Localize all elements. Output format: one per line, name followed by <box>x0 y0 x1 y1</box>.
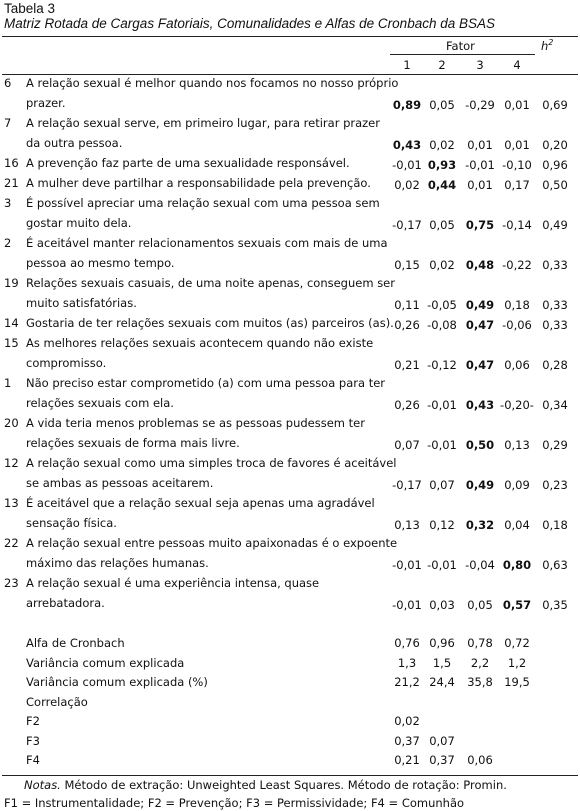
loading-cell: -0,05 <box>427 298 457 312</box>
loading-cell: 0,49 <box>465 478 495 492</box>
item-text-line: A mulher deve partilhar a responsabilidade pela prevenção. <box>26 176 371 190</box>
loading-cell: -0,04 <box>465 558 495 572</box>
stat-value: 0,07 <box>429 733 455 748</box>
item-text-line: prazer. <box>26 96 66 110</box>
communality-cell: 0,33 <box>542 318 568 332</box>
loading-cell: 0,57 <box>502 598 532 612</box>
loading-cell: 0,75 <box>465 218 495 232</box>
item-text-line: As melhores relações sexuais acontecem quando não existe <box>26 336 374 350</box>
fator-rule <box>390 54 535 55</box>
loading-cell: 0,02 <box>429 138 455 152</box>
item-text-line: A relação sexual é uma experiência intensa, quase <box>26 576 320 590</box>
item-number: 21 <box>4 176 19 190</box>
loading-cell: 0,01 <box>467 178 493 192</box>
loading-cell: 0,02 <box>429 258 455 272</box>
loading-cell: 0,89 <box>392 98 422 112</box>
header-bottom-rule <box>2 74 578 75</box>
stat-value: 2,2 <box>470 655 490 670</box>
item-number: 2 <box>4 236 12 250</box>
communality-cell: 0,33 <box>542 298 568 312</box>
loading-cell: -0,01 <box>427 438 457 452</box>
loading-cell: 0,32 <box>465 518 495 532</box>
notes-label: Notas. <box>24 778 61 792</box>
item-number: 7 <box>4 116 12 130</box>
item-number: 19 <box>4 276 19 290</box>
loading-cell: -0,01 <box>392 598 422 612</box>
item-text-line: A relação sexual é melhor quando nos focamos no nosso próprio <box>26 76 399 90</box>
loading-cell: 0,47 <box>465 358 495 372</box>
stat-value: 1,3 <box>397 655 417 670</box>
item-text-line: É aceitável que a relação sexual seja apenas uma agradável <box>26 496 375 510</box>
loading-cell: 0,26 <box>394 398 420 412</box>
item-text-line: máximo das relações humanas. <box>26 556 209 570</box>
item-text-line: É aceitável manter relacionamentos sexuais com mais de uma <box>26 236 388 250</box>
notes-line <box>24 778 507 792</box>
item-text-line: É possível apreciar uma relação sexual com uma pessoa sem <box>26 196 380 210</box>
stat-label: Alfa de Cronbach <box>26 636 125 650</box>
loading-cell: 0,03 <box>429 598 455 612</box>
bottom-rule <box>2 775 578 776</box>
communality-cell: 0,34 <box>542 398 568 412</box>
communality-cell: 0,20 <box>542 138 568 152</box>
loading-cell: 0,07 <box>394 438 420 452</box>
loading-cell: 0,13 <box>394 518 420 532</box>
item-text-line: se ambas as pessoas aceitarem. <box>26 476 214 490</box>
loading-cell: 0,48 <box>465 258 495 272</box>
loading-cell: -0,01 <box>392 558 422 572</box>
column-header-1: 1 <box>403 58 411 72</box>
loading-cell: 0,05 <box>467 598 493 612</box>
stat-value: 0,72 <box>504 636 530 650</box>
table-subtitle: Matriz Rotada de Cargas Fatoriais, Comunalidades e Alfas de Cronbach da BSAS <box>4 16 496 31</box>
item-number: 12 <box>4 456 19 470</box>
loading-cell: 0,21 <box>394 358 420 372</box>
column-header-4: 4 <box>513 58 521 72</box>
loading-cell: 0,05 <box>429 98 455 112</box>
loading-cell: 0,93 <box>427 158 457 172</box>
item-text-line: muito satisfatórias. <box>26 296 137 310</box>
loading-cell: -0,01 <box>427 558 457 572</box>
loading-cell: -0,10 <box>502 158 532 172</box>
loading-cell: -0,08 <box>427 318 457 332</box>
loading-cell: -0,22 <box>502 258 532 272</box>
loading-cell: 0,04 <box>504 518 530 532</box>
communality-cell: 0,50 <box>542 178 568 192</box>
item-number: 3 <box>4 196 12 210</box>
item-text-line: Gostaria de ter relações sexuais com muitos (as) parceiros (as). <box>26 316 394 330</box>
stat-label: F4 <box>26 753 40 767</box>
item-number: 22 <box>4 536 19 550</box>
item-text-line: pessoa ao mesmo tempo. <box>26 256 175 270</box>
stat-value: 19,5 <box>504 675 530 689</box>
loading-cell: 0,06 <box>504 358 530 372</box>
loading-cell: -0,29 <box>465 98 495 112</box>
item-text-line: gostar muito dela. <box>26 216 132 230</box>
loading-cell: 0,01 <box>504 138 530 152</box>
stat-value: 1,5 <box>432 655 452 670</box>
loading-cell: 0,18 <box>504 298 530 312</box>
stat-value: 0,21 <box>394 753 420 767</box>
communality-cell: 0,35 <box>542 598 568 612</box>
item-number: 1 <box>4 376 12 390</box>
item-number: 13 <box>4 496 19 510</box>
loading-cell: 0,43 <box>465 398 495 412</box>
loading-cell: -0,14 <box>502 218 532 232</box>
loading-cell: -0,01 <box>427 398 457 412</box>
item-text-line: A relação sexual entre pessoas muito apaixonadas é o expoente <box>26 536 398 550</box>
communality-cell: 0,69 <box>542 98 568 112</box>
communality-cell: 0,18 <box>542 518 568 532</box>
loading-cell: 0,15 <box>394 258 420 272</box>
loading-cell: 0,44 <box>427 178 457 192</box>
stat-value: 0,02 <box>394 714 420 728</box>
loading-cell: 0,80 <box>502 558 532 572</box>
communality-cell: 0,23 <box>542 478 568 492</box>
stat-value: 0,76 <box>394 636 420 650</box>
column-header-2: 2 <box>438 58 446 72</box>
stat-value: 0,96 <box>429 636 455 650</box>
factor-legend: F1 = Instrumentalidade; F2 = Prevenção; F3 = Permissividade; F4 = Comunhão <box>4 796 465 810</box>
stat-value: 0,06 <box>467 753 493 767</box>
communality-cell: 0,28 <box>542 358 568 372</box>
h2-header <box>541 38 553 53</box>
h2-header-base: h <box>541 38 549 53</box>
item-text-line: da outra pessoa. <box>26 136 123 150</box>
item-text-line: A prevenção faz parte de uma sexualidade responsável. <box>26 156 350 170</box>
stat-value: 0,78 <box>467 636 493 650</box>
item-text-line: Relações sexuais casuais, de uma noite apenas, conseguem ser <box>26 276 395 290</box>
item-number: 20 <box>4 416 19 430</box>
stat-label: Variância comum explicada <box>26 655 185 670</box>
loading-cell: 0,11 <box>394 298 420 312</box>
stat-label: Correlação <box>26 694 88 709</box>
loading-cell: 0,50 <box>465 438 495 452</box>
stat-label: F2 <box>26 714 40 728</box>
loading-cell: 0,47 <box>465 318 495 332</box>
stat-value: 35,8 <box>467 675 493 689</box>
loading-cell: 0,01 <box>467 138 493 152</box>
loading-cell: 0,01 <box>504 98 530 112</box>
loading-cell: 0,02 <box>394 178 420 192</box>
loading-cell: -0,20- <box>500 398 534 412</box>
loading-cell: -0,06 <box>502 318 532 332</box>
communality-cell: 0,49 <box>542 218 568 232</box>
loading-cell: 0,26 <box>394 318 420 332</box>
loading-cell: 0,13 <box>504 438 530 452</box>
item-number: 23 <box>4 576 19 590</box>
item-text-line: sensação física. <box>26 516 117 530</box>
loading-cell: 0,43 <box>392 138 422 152</box>
notes-text: Método de extração: Unweighted Least Squares. Método de rotação: Promin. <box>60 778 507 792</box>
loading-cell: 0,07 <box>429 478 455 492</box>
stat-label: F3 <box>26 733 40 748</box>
item-number: 16 <box>4 156 19 170</box>
communality-cell: 0,33 <box>542 258 568 272</box>
item-text-line: arrebatadora. <box>26 596 105 610</box>
item-text-line: Não preciso estar comprometido (a) com uma pessoa para ter <box>26 376 386 390</box>
loading-cell: 0,17 <box>504 178 530 192</box>
item-text-line: A relação sexual serve, em primeiro lugar, para retirar prazer <box>26 116 380 130</box>
loading-cell: 0,12 <box>429 518 455 532</box>
item-text-line: relações sexuais com ela. <box>26 396 174 410</box>
stat-value: 0,37 <box>429 753 455 767</box>
communality-cell: 0,96 <box>542 158 568 172</box>
item-text-line: A relação sexual como uma simples troca de favores é aceitável <box>26 456 397 470</box>
loading-cell: -0,17 <box>392 218 422 232</box>
column-header-3: 3 <box>476 58 484 72</box>
item-text-line: compromisso. <box>26 356 107 370</box>
item-number: 14 <box>4 316 19 330</box>
communality-cell: 0,63 <box>542 558 568 572</box>
stat-label: Variância comum explicada (%) <box>26 675 208 689</box>
loading-cell: 0,09 <box>504 478 530 492</box>
loading-cell: -0,12 <box>427 358 457 372</box>
loading-cell: -0,01 <box>465 158 495 172</box>
top-rule <box>2 36 578 37</box>
stat-value: 1,2 <box>507 655 527 670</box>
fator-header: Fator <box>446 39 475 53</box>
loading-cell: -0,17 <box>392 478 422 492</box>
stat-value: 24,4 <box>429 675 455 689</box>
loading-cell: 0,05 <box>429 218 455 232</box>
item-number: 15 <box>4 336 19 350</box>
item-text-line: relações sexuais de forma mais livre. <box>26 436 240 450</box>
item-number: 6 <box>4 76 12 90</box>
h2-header-sup: 2 <box>548 38 554 47</box>
item-text-line: A vida teria menos problemas se as pessoas pudessem ter <box>26 416 365 430</box>
table-title: Tabela 3 <box>4 1 56 16</box>
stat-value: 0,37 <box>394 733 420 748</box>
communality-cell: 0,29 <box>542 438 568 452</box>
loading-cell: -0,01 <box>392 158 422 172</box>
loading-cell: 0,49 <box>465 298 495 312</box>
stat-value: 21,2 <box>394 675 420 689</box>
